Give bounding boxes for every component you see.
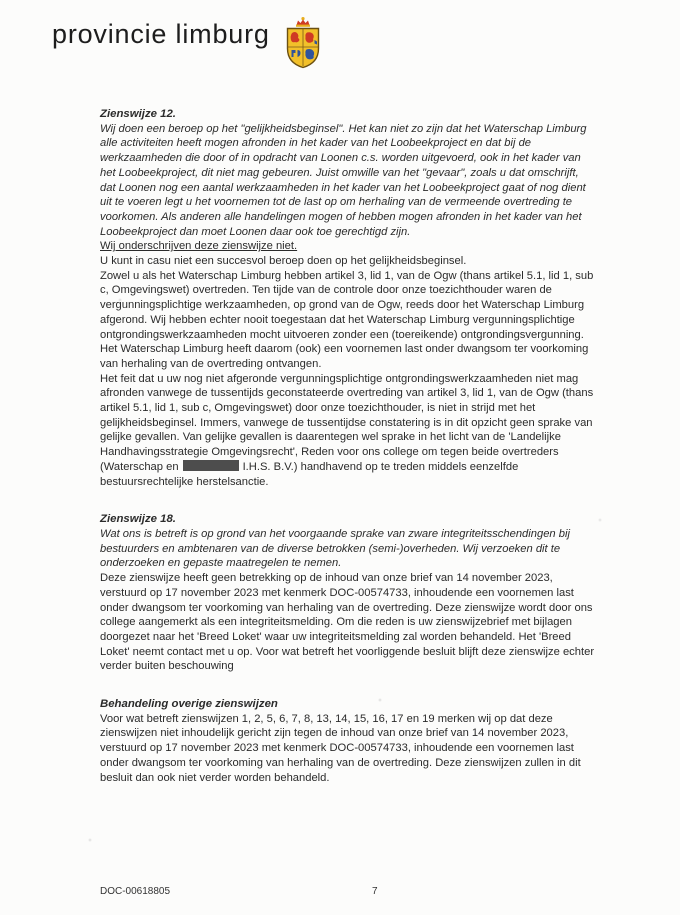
paragraph-text-before-redaction: Het feit dat u uw nog niet afgeronde vergunningsplichtige ontgrondingswerkzaamheden niet mag afronden vanwege de tussentijds geconstateerde overtreding van artikel 3, lid 1, van de Ogw (thans artikel 5.1, lid 1, sub c, Omgevingswet) door onze toezichthouder, is niet in strijd met het gelijkheidsbeginsel. Immers, vanwege de tussentijdse constatering is in dit opzicht geen sprake van gelijke gevallen. Van gelijke gevallen is daarentegen wel sprake in het licht van de 'Landelijke Handhavingsstrategie Omgevingsrecht', Reden voor ons college om tegen beide overtreders (Waterschap en xyxy=(100,372,594,473)
response-12-paragraph-2: Zowel u als het Waterschap Limburg hebben artikel 3, lid 1, van de Ogw (thans artikel 5.1, lid 1, sub c, Omgevingswet) overtreden. Ten tijde van de controle door onze toezichthouder waren de vergunningsplichtige werkzaamheden, op grond van de Ogw, reeds door het Waterschap Limburg afgerond. Wij hebben echter nooit toegestaan dat het Waterschap Limburg vergunningsplichtige ontgrondingswerkzaamheden mocht uitvoeren zonder een (toereikende) ontgrondingsvergunning. Het Waterschap Limburg heeft daarom (ook) een voornemen last onder dwangsom ter voorkoming van herhaling van de overtreding ontvangen. xyxy=(100,269,594,370)
section-response-12 xyxy=(100,239,596,489)
logo-text: provincie limburg xyxy=(52,19,270,49)
redaction-box xyxy=(183,460,239,471)
provincie-limburg-logo xyxy=(52,20,326,75)
behandeling-paragraph: Voor wat betreft zienswijzen 1, 2, 5, 6, 7, 8, 13, 14, 15, 16, 17 en 19 merken wij op dat deze zienswijzen niet inhoudelijk gericht zijn tegen de inhoud van onze brief van 14 november 2023, verstuurd op 17 november 2023 met kenmerk DOC-00574733, inhoudende een voornemen last onder dwangsom ter voorkoming van herhaling van de overtreding. Deze zienswijzen zullen in dit besluit dan ook niet verder worden behandeld. xyxy=(100,712,581,784)
section-heading: Behandeling overige zienswijzen xyxy=(100,698,278,711)
section-zienswijze-18 xyxy=(100,512,596,571)
section-response-18 xyxy=(100,571,596,674)
document-body xyxy=(100,107,596,785)
section-heading: Zienswijze 18. xyxy=(100,513,176,526)
footer-document-number: DOC-00618805 xyxy=(100,886,171,897)
zienswijze-12-quote: Wij doen een beroep op het "gelijkheidsbeginsel". Het kan niet zo zijn dat het Waterschap Limburg alle activiteiten heeft mogen afronden in het kader van het Loobeekproject en dat bij de werkzaamheden die door of in opdracht van Loonen c.s. worden uitgevoerd, ook in het kader van het Loobeekproject, dit niet mag gebeuren. Juist omwille van het "gevaar", zoals u dat omschrijft, dat Loonen nog een aantal werkzaamheden in het kader van het Loobeekproject gaat of nog dient uit te voeren legt u het voornemen tot de last op om herhaling van de vermeende overtreding te voorkomen. Als anderen alle handelingen mogen of hebben mogen afronden in het kader van het Loobeekproject dan moet Loonen daar ook toe gerechtigd zijn. xyxy=(100,122,587,238)
section-behandeling-overige xyxy=(100,697,596,785)
limburg-coat-of-arms-icon xyxy=(280,16,326,75)
zienswijze-18-quote: Wat ons is betreft is op grond van het voorgaande sprake van zware integriteitsschendingen bij bestuurders en ambtenaren van de diverse betrokken (semi-)overheden. Wij verzoeken dit te onderzoeken en gepaste maatregelen te nemen. xyxy=(100,527,570,570)
response-12-paragraph-1: U kunt in casu niet een succesvol beroep doen op het gelijkheidsbeginsel. xyxy=(100,255,467,268)
response-12-paragraph-3 xyxy=(100,372,596,490)
section-zienswijze-12 xyxy=(100,107,596,239)
paragraph-text-after-redaction: I.H.S. B.V.) handhavend op te treden middels eenzelfde bestuursrechtelijke herstelsanctie. xyxy=(100,460,519,488)
footer-page-number: 7 xyxy=(372,886,378,897)
response-18-paragraph: Deze zienswijze heeft geen betrekking op de inhoud van onze brief van 14 november 2023, verstuurd op 17 november 2023 met kenmerk DOC-00574733, inhoudende een voornemen last onder dwangsom ter voorkoming van herhaling van de overtreding. Deze zienswijze wordt door ons college aangemerkt als een integriteitsmelding. Om die reden is uw zienswijzebrief met bijlagen doorgezet naar het 'Breed Loket' waar uw integriteitsmelding zal worden behandeld. Het 'Breed Loket' neemt contact met u op. Voor wat betreft het voorliggende besluit blijft deze zienswijze echter verder buiten beschouwing xyxy=(100,572,595,673)
section-heading: Zienswijze 12. xyxy=(100,108,176,120)
response-12-conclusion: Wij onderschrijven deze zienswijze niet. xyxy=(100,240,298,253)
